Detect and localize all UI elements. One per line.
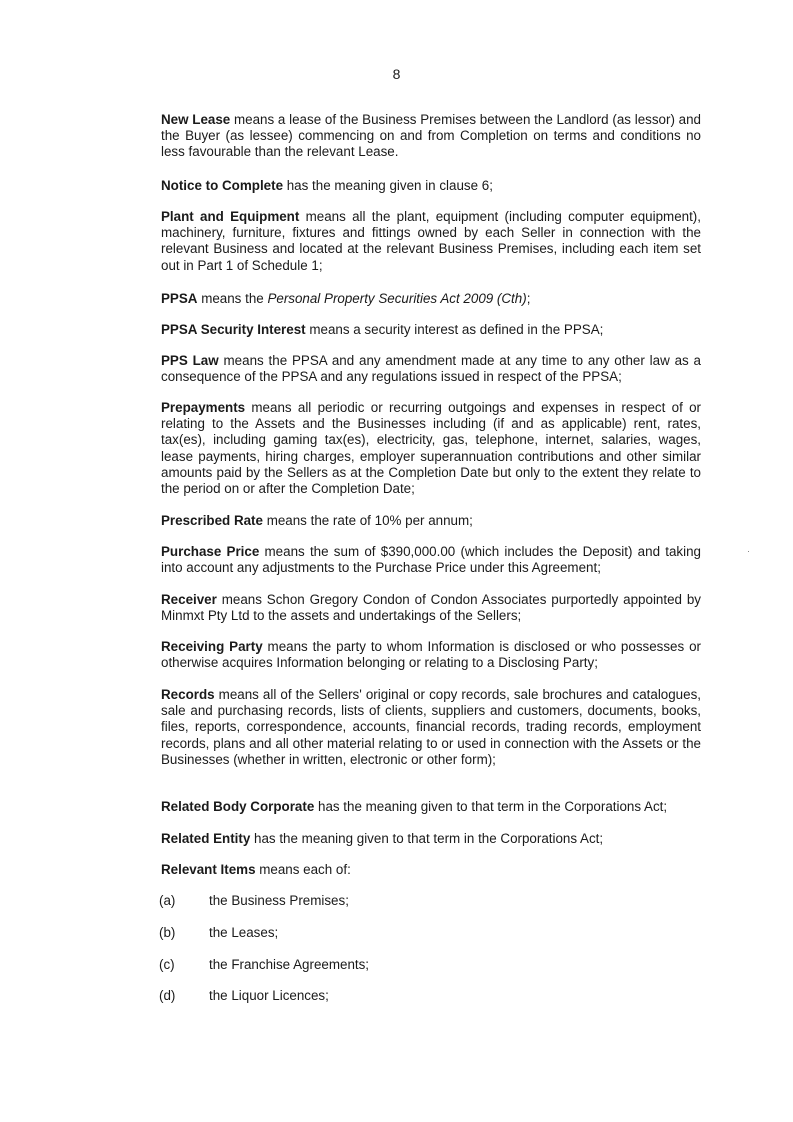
- defined-term: Plant and Equipment: [161, 209, 300, 224]
- scan-speck: [748, 551, 749, 552]
- definition-text: has the meaning given to that term in the Corporations Act;: [250, 831, 604, 846]
- defined-term: Prescribed Rate: [161, 513, 263, 528]
- definition-text: means each of:: [255, 862, 351, 877]
- list-item-label: (a): [159, 893, 176, 908]
- list-item: [159, 893, 349, 909]
- definition-pps-law: [161, 353, 701, 385]
- list-item-text: the Liquor Licences;: [209, 988, 329, 1003]
- defined-term: Records: [161, 687, 215, 702]
- definition-purchase-price: [161, 544, 701, 576]
- definition-notice-to-complete: [161, 178, 701, 194]
- definition-text: means Schon Gregory Condon of Condon Associates purportedly appointed by Minmxt Pty Ltd to the assets and undertakings of the Sellers;: [161, 592, 701, 624]
- definition-new-lease: [161, 112, 701, 161]
- list-item-text: the Business Premises;: [209, 893, 349, 908]
- definition-receiver: [161, 592, 701, 624]
- defined-term: Relevant Items: [161, 862, 256, 877]
- definition-related-entity: [161, 831, 721, 847]
- list-item-text: the Leases;: [209, 925, 279, 940]
- definition-text: has the meaning given in clause 6;: [283, 178, 493, 193]
- definition-receiving-party: [161, 639, 701, 671]
- list-item-text: the Franchise Agreements;: [209, 957, 370, 972]
- definition-text: means the: [197, 291, 268, 306]
- definition-ppsa-security-interest: [161, 322, 701, 338]
- list-item-label: (d): [159, 988, 176, 1003]
- defined-term: Purchase Price: [161, 544, 260, 559]
- defined-term: PPSA: [161, 291, 198, 306]
- defined-term: Receiver: [161, 592, 217, 607]
- definition-text: means the party to whom Information is disclosed or who possesses or otherwise acquires Information belonging or relating to a Disclosing Party;: [161, 639, 701, 671]
- act-name: Personal Property Securities Act 2009 (Cth): [267, 291, 527, 306]
- definition-text: means the PPSA and any amendment made at any time to any other law as a consequence of the PPSA and any regulations issued in respect of the PPSA;: [161, 353, 701, 385]
- list-item: [159, 957, 369, 973]
- list-item: [159, 925, 278, 941]
- definition-related-body-corporate: [161, 799, 721, 815]
- page-number: 8: [392, 66, 401, 82]
- definition-relevant-items: [161, 862, 721, 878]
- definition-tail: ;: [526, 291, 531, 306]
- definition-text: means the rate of 10% per annum;: [262, 513, 473, 528]
- definition-prepayments: [161, 400, 701, 497]
- definition-text: means a security interest as defined in the PPSA;: [305, 322, 604, 337]
- definition-text: means all the plant, equipment (including computer equipment), machinery, furniture, fixtures and fittings owned by each Seller in connection with the relevant Business and located at the relevant Business Premises, including each item set out in Part 1 of Schedule 1;: [161, 209, 701, 273]
- list-item-label: (b): [159, 925, 176, 940]
- defined-term: Related Entity: [161, 831, 251, 846]
- definition-plant-and-equipment: [161, 209, 701, 274]
- defined-term: PPS Law: [161, 353, 219, 368]
- definition-text: has the meaning given to that term in the Corporations Act;: [314, 799, 668, 814]
- definition-ppsa: [161, 291, 701, 307]
- defined-term: PPSA Security Interest: [161, 322, 306, 337]
- defined-term: Receiving Party: [161, 639, 263, 654]
- definition-records: [161, 687, 701, 768]
- definition-text: means the sum of $390,000.00 (which includes the Deposit) and taking into account any adjustments to the Purchase Price under this Agreement;: [161, 544, 701, 576]
- defined-term: Prepayments: [161, 400, 246, 415]
- definition-text: means a lease of the Business Premises between the Landlord (as lessor) and the Buyer (as lessee) commencing on and from Completion on terms and conditions no less favourable than the relevant Lease.: [161, 112, 701, 160]
- defined-term: New Lease: [161, 112, 231, 127]
- defined-term: Related Body Corporate: [161, 799, 315, 814]
- definition-text: means all of the Sellers' original or copy records, sale brochures and catalogues, sale and purchasing records, lists of clients, suppliers and customers, documents, books, files, reports, correspondence, accounts, financial records, trading records, employment records, plans and all other material relating to or used in connection with the Assets or the Businesses (whether in written, electronic or other form);: [161, 687, 701, 767]
- definition-prescribed-rate: [161, 513, 701, 529]
- list-item: [159, 988, 329, 1004]
- defined-term: Notice to Complete: [161, 178, 284, 193]
- definition-text: means all periodic or recurring outgoings and expenses in respect of or relating to the Assets and the Businesses including (if and as applicable) rent, rates, tax(es), including gaming tax(es), electricity, gas, telephone, internet, salaries, wages, lease payments, hiring charges, employer superannuation contributions and other similar amounts paid by the Sellers as at the Completion Date but only to the extent they relate to the period on or after the Completion Date;: [161, 400, 701, 497]
- list-item-label: (c): [159, 957, 175, 972]
